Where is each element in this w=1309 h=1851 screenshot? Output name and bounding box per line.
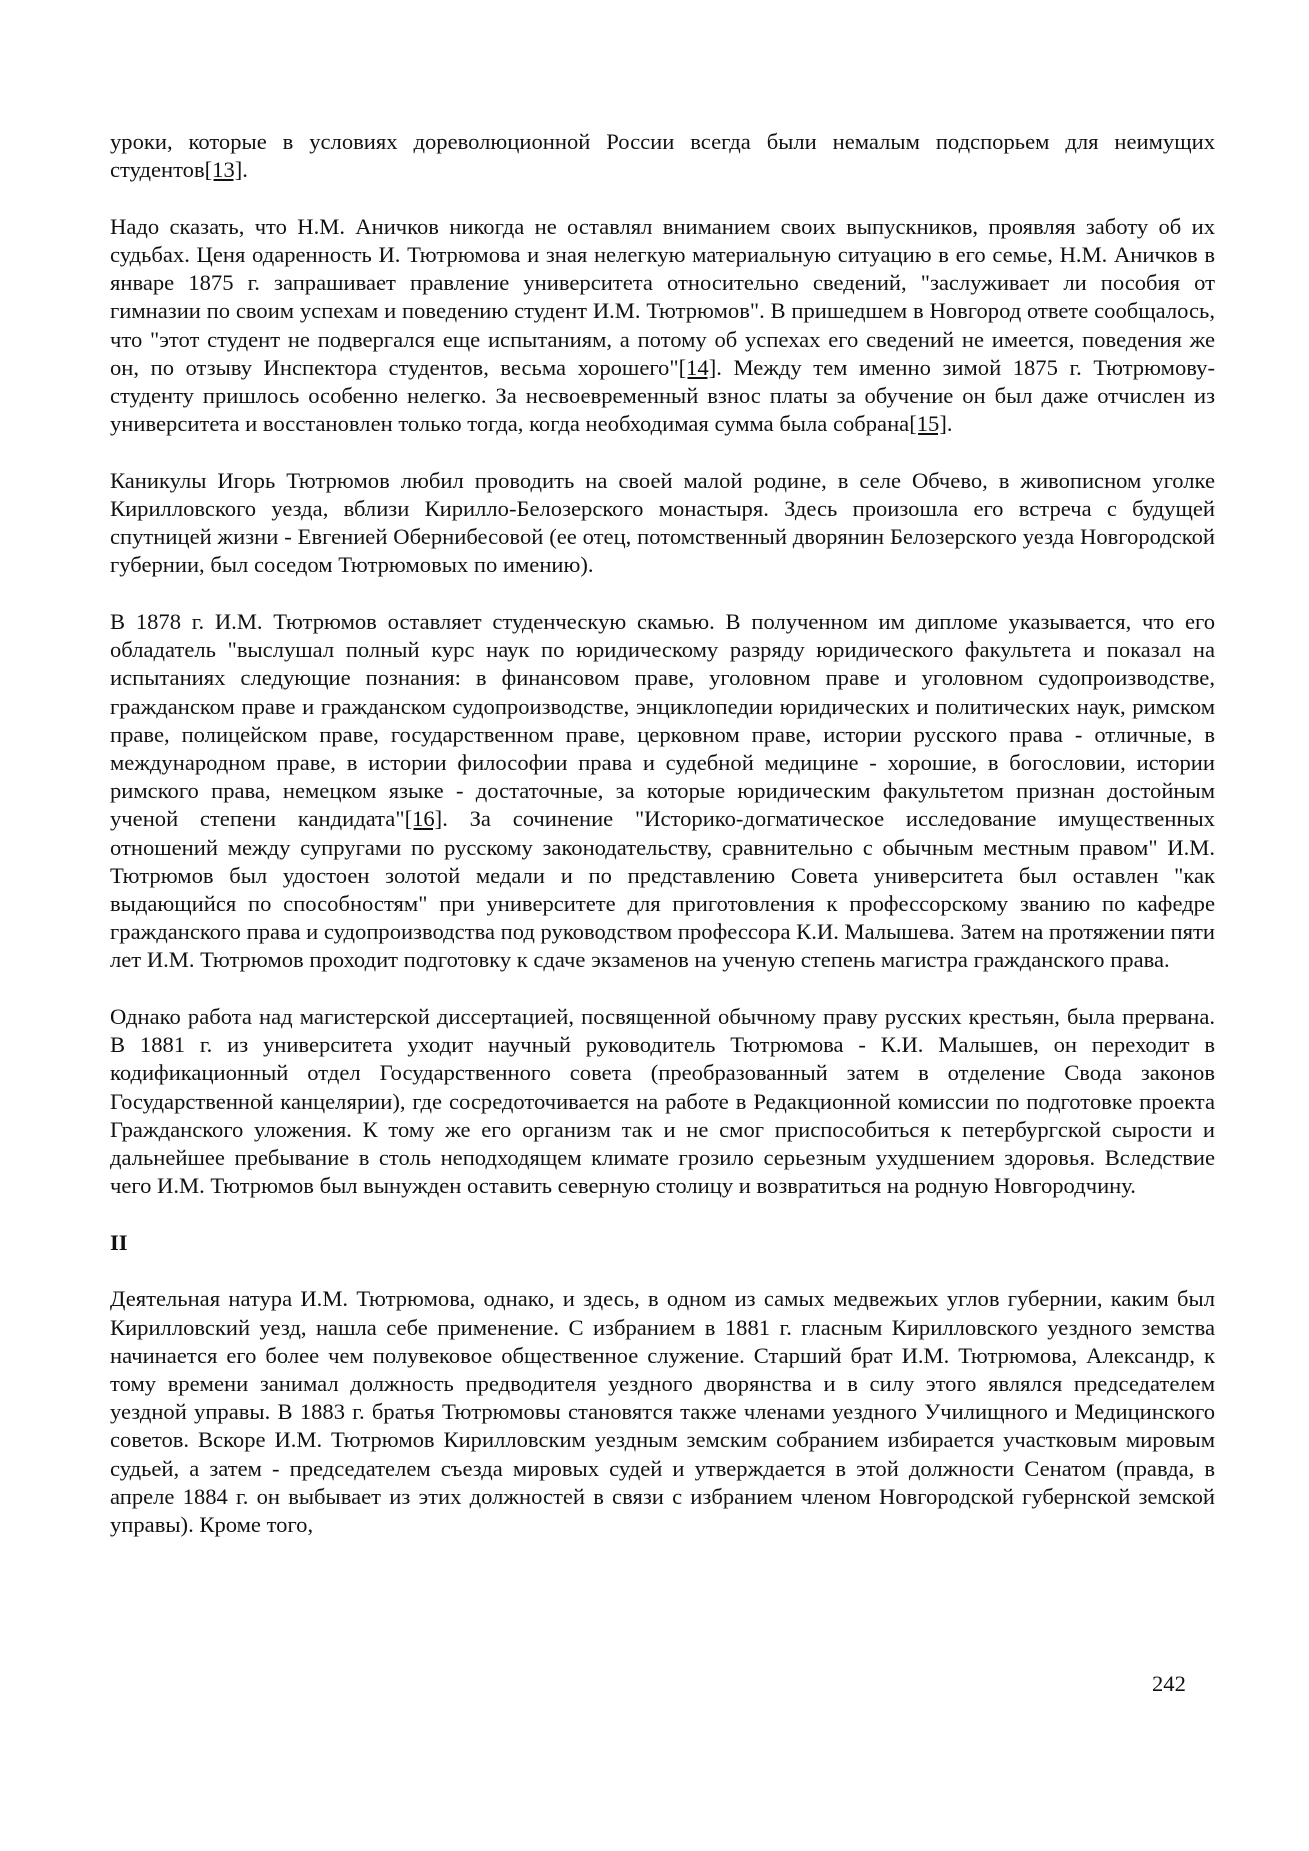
- paragraph-2-text-a: Надо сказать, что Н.М. Аничков никогда не оставлял вниманием своих выпускников, проявляя заботу об их судьбах. Ценя одаренность И. Тютрюмова и зная нелегкую материальную ситуацию в его семье, Н.М. Аничков в январе 1875 г. запрашивает правление университета относительно сведений, "заслуживает ли пособия от гимназии по своим успехам и поведению студент И.М. Тютрюмов". В пришедшем в Новгород ответе сообщалось, что "этот студент не подвергался еще испытаниям, а потому об успехах его сведений не имеется, поведения же он, по отзыву Инспектора студентов, весьма хорошего": [110, 213, 1215, 380]
- paragraph-5: [110, 1003, 1215, 1200]
- paragraph-1-text: уроки, которые в условиях дореволюционной России всегда были немалым подспорьем для неимущих студентов: [110, 129, 1215, 183]
- paragraph-2-end: .: [946, 411, 953, 437]
- paragraph-4-text-b: . За сочинение "Историко-догматическое исследование имущественных отношений между супругами по русскому законодательству, сравнительно с обычным местным правом" И.М. Тютрюмов был удостоен золотой медали и по представлению Совета университета был оставлен "как выдающийся по способностям" при университете для приготовления к профессорскому званию по кафедре гражданского права и судопроизводства под руководством профессора К.И. Малышева. Затем на протяжении пяти лет И.М. Тютрюмов проходит подготовку к сдаче экзаменов на ученую степень магистра гражданского права.: [110, 806, 1215, 973]
- footnote-link-16[interactable]: [16]: [404, 806, 443, 832]
- paragraph-6: [110, 1285, 1215, 1539]
- footnote-link-15[interactable]: [15]: [909, 411, 947, 437]
- paragraph-2-text-b: . Между тем именно зимой 1875 г. Тютрюмову-студенту пришлось особенно нелегко. За несвоевременный взнос платы за обучение он был даже отчислен из университета и восстановлен только тогда, когда необходимая сумма была собрана: [110, 354, 1215, 437]
- footnote-link-14[interactable]: [14]: [678, 354, 717, 380]
- paragraph-3: [110, 467, 1215, 580]
- paragraph-6-text: Деятельная натура И.М. Тютрюмова, однако, и здесь, в одном из самых медвежьих углов губернии, каким был Кирилловский уезд, нашла себе применение. С избранием в 1881 г. гласным Кирилловского уездного земства начинается его более чем полувековое общественное служение. Старший брат И.М. Тютрюмова, Александр, к тому времени занимал должность предводителя уездного дворянства и в силу этого являлся председателем уездной управы. В 1883 г. братья Тютрюмовы становятся также членами уездного Училищного и Медицинского советов. Вскоре И.М. Тютрюмов Кирилловским уездным земским собранием избирается участковым мировым судьей, а затем - председателем съезда мировых судей и утверждается в этой должности Сенатом (правда, в апреле 1884 г. он выбывает из этих должностей в связи с избранием членом Новгородской губернской земской управы). Кроме того,: [110, 1286, 1215, 1538]
- page-number: 242: [1152, 1671, 1186, 1696]
- paragraph-4-text-a: В 1878 г. И.М. Тютрюмов оставляет студенческую скамью. В полученном им дипломе указывается, что его обладатель "выслушал полный курс наук по юридическому разряду юридического факультета и показал на испытаниях следующие познания: в финансовом праве, уголовном праве и уголовном судопроизводстве, гражданском праве и гражданском судопроизводстве, энциклопедии юридических и политических наук, римском праве, полицейском праве, государственном праве, церковном праве, истории русского права - отличные, в международном праве, в истории философии права и судебной медицине - хорошие, в богословии, истории римского права, немецком языке - достаточные, за которые юридическим факультетом признан достойным ученой степени кандидата": [110, 609, 1215, 832]
- paragraph-3-text: Каникулы Игорь Тютрюмов любил проводить на своей малой родине, в селе Обчево, в живописном уголке Кирилловского уезда, вблизи Кирилло-Белозерского монастыря. Здесь произошла его встреча с будущей спутницей жизни - Евгенией Обернибесовой (ее отец, потомственный дворянин Белозерского уезда Новгородской губернии, был соседом Тютрюмовых по имению).: [110, 467, 1215, 578]
- paragraph-1: [110, 128, 1215, 184]
- paragraph-4: [110, 608, 1215, 975]
- document-body: [110, 128, 1215, 1568]
- paragraph-1-end: .: [242, 157, 248, 183]
- paragraph-5-text: Однако работа над магистерской диссертацией, посвященной обычному праву русских крестьян, была прервана. В 1881 г. из университета уходит научный руководитель Тютрюмова - К.И. Малышев, он переходит в кодификационный отдел Государственного совета (преобразованный затем в отделение Свода законов Государственной канцелярии), где сосредоточивается на работе в Редакционной комиссии по подготовке проекта Гражданского уложения. К тому же его организм так и не смог приспособиться к петербургской сырости и дальнейшее пребывание в столь неподходящем климате грозило серьезным ухудшением здоровья. Вследствие чего И.М. Тютрюмов был вынужден оставить северную столицу и возвратиться на родную Новгородчину.: [110, 1004, 1215, 1199]
- footnote-link-13[interactable]: [13]: [204, 157, 243, 183]
- section-heading: II: [110, 1229, 128, 1255]
- paragraph-2: [110, 213, 1215, 439]
